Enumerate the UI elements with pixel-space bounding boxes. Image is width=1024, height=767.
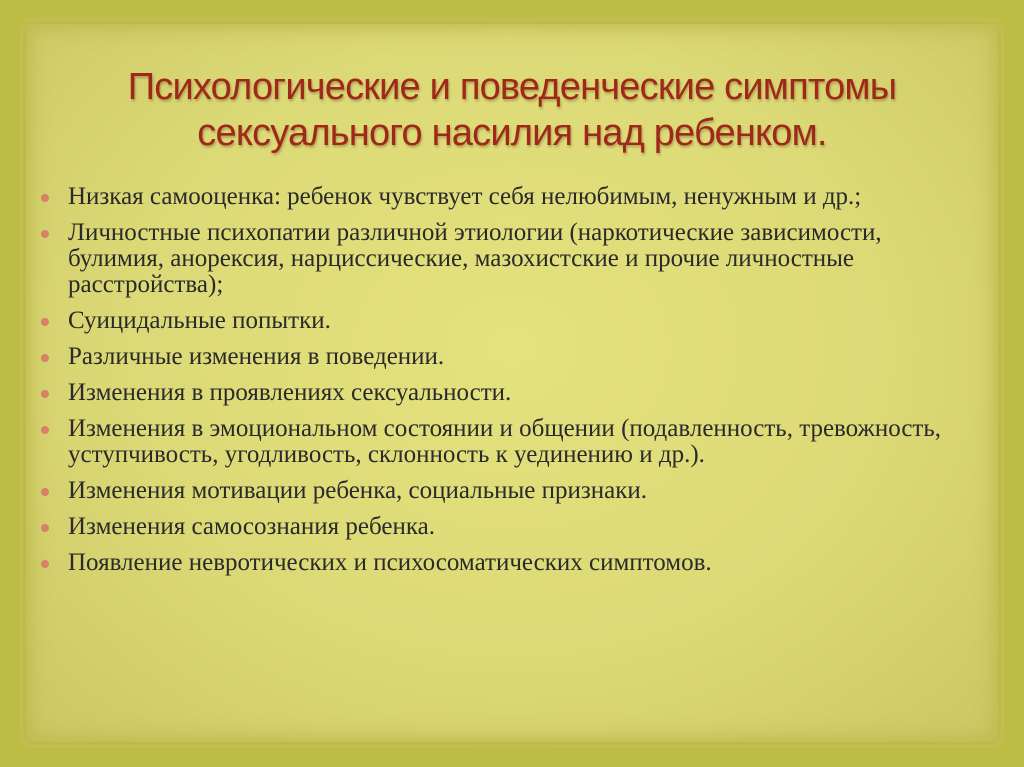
- bullet-dot-icon: [41, 560, 49, 568]
- list-item: [38, 550, 968, 576]
- bullet-dot-icon: [41, 488, 49, 496]
- list-item-text: Изменения в проявлениях сексуальности.: [68, 379, 512, 406]
- list-item: [38, 514, 968, 540]
- bullet-dot-icon: [41, 318, 49, 326]
- list-item-text: Изменения в эмоциональном состоянии и общении (подавленность, тревожность, уступчивость, угодливость, склонность к уединению и др.).: [68, 415, 941, 468]
- list-item: [38, 380, 968, 406]
- list-item-text: Изменения самосознания ребенка.: [68, 513, 435, 540]
- list-item-text: Суицидальные попытки.: [68, 307, 331, 334]
- list-item: [38, 478, 968, 504]
- list-item-text: Появление невротических и психосоматических симптомов.: [68, 549, 712, 576]
- title-line-2: сексуального насилия над ребенком.: [197, 112, 827, 154]
- list-item: [38, 344, 968, 370]
- bullet-dot-icon: [41, 354, 49, 362]
- list-item-text: Низкая самооценка: ребенок чувствует себя нелюбимым, ненужным и др.;: [68, 183, 862, 210]
- title-line-1: Психологические и поведенческие симптомы: [127, 66, 897, 108]
- list-item: [38, 184, 968, 210]
- symptom-list: [38, 184, 968, 586]
- bullet-dot-icon: [41, 426, 49, 434]
- list-item: [38, 308, 968, 334]
- list-item: [38, 416, 968, 468]
- list-item-text: Различные изменения в поведении.: [68, 343, 445, 370]
- slide-title: [40, 64, 984, 156]
- bullet-dot-icon: [41, 230, 49, 238]
- bullet-dot-icon: [41, 194, 49, 202]
- bullet-dot-icon: [41, 524, 49, 532]
- bullet-dot-icon: [41, 390, 49, 398]
- list-item: [38, 220, 968, 298]
- list-item-text: Личностные психопатии различной этиологии (наркотические зависимости, булимия, анорексия, нарциссические, мазохистские и прочие личностные расстройства);: [68, 219, 882, 298]
- list-item-text: Изменения мотивации ребенка, социальные признаки.: [68, 477, 648, 504]
